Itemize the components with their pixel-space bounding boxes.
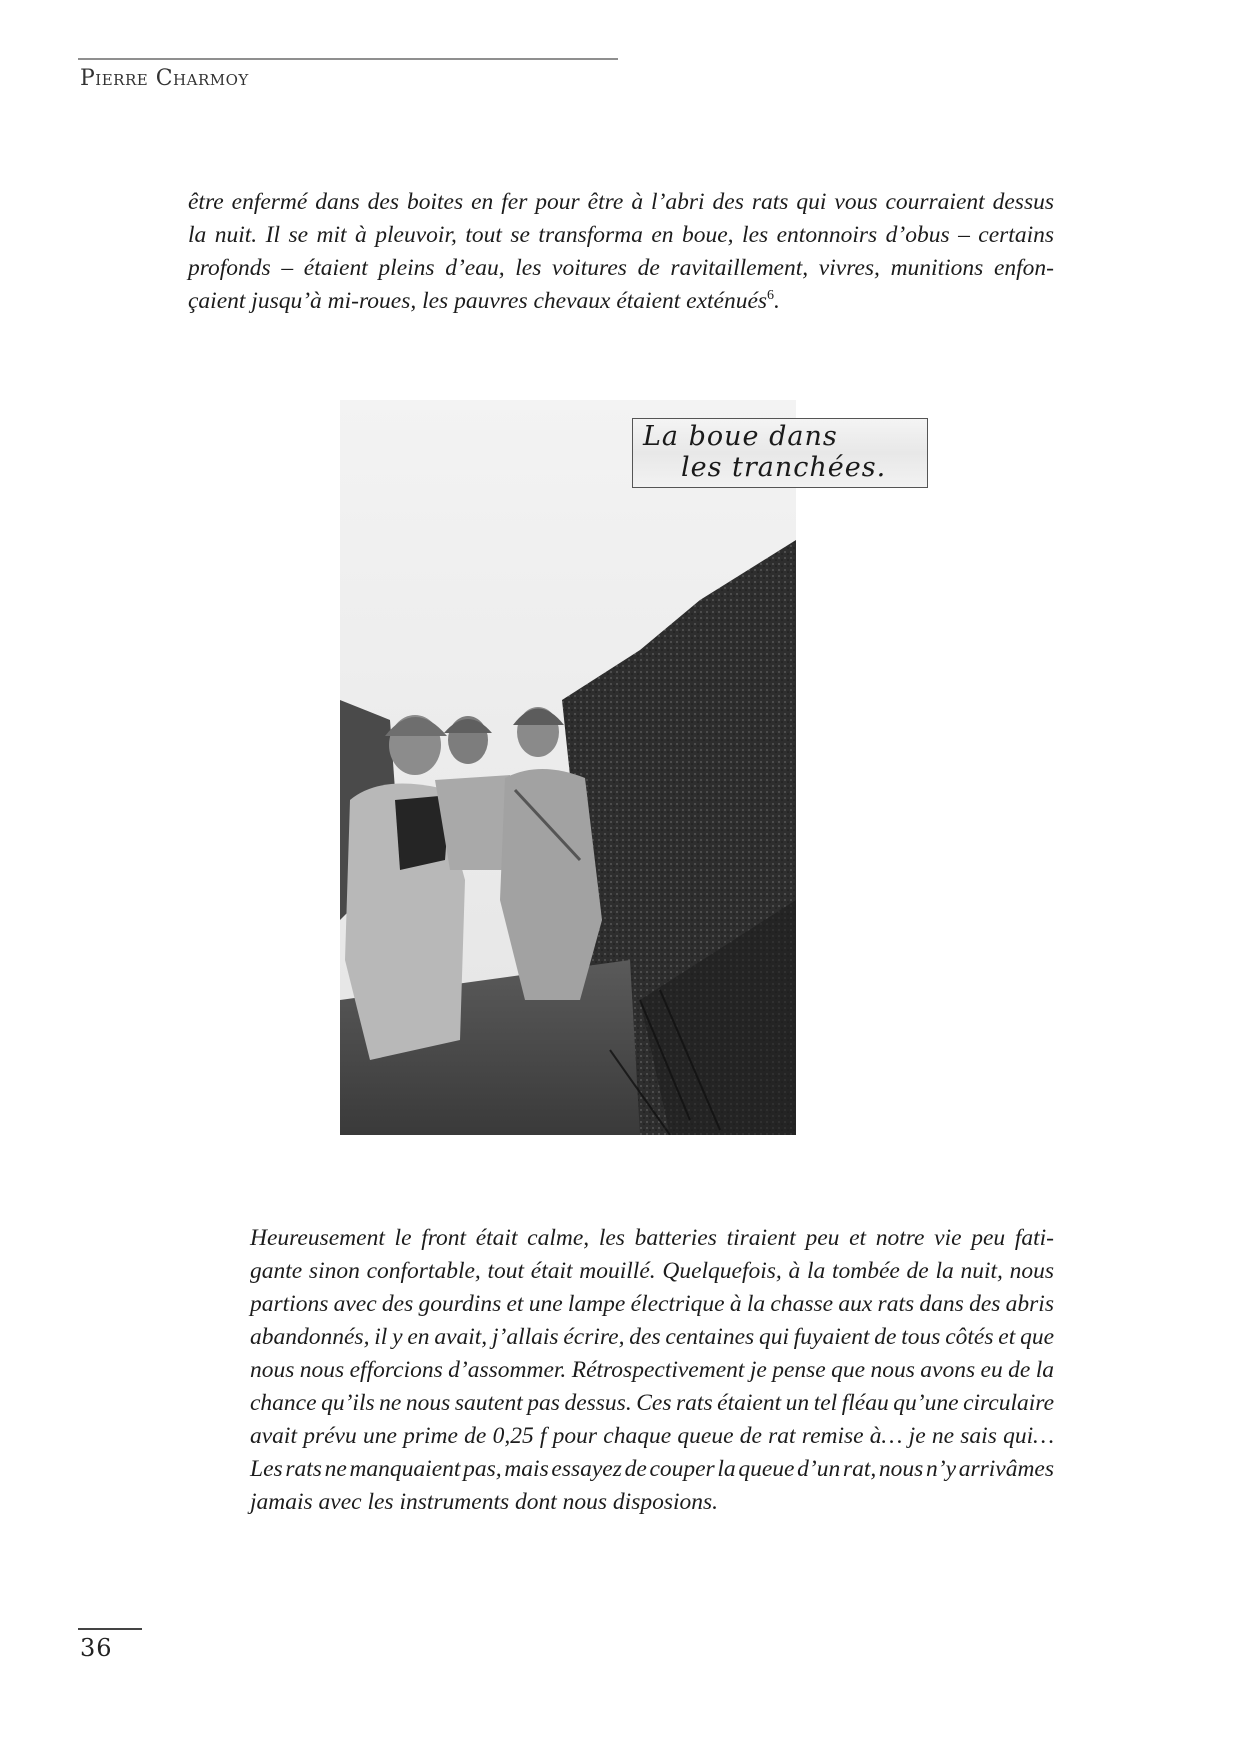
paragraph-2-line: jamais avec les instruments dont nous disposions. (250, 1489, 719, 1515)
paragraph-1-line: çaient jusqu’à mi-roues, les pauvres chevaux étaient exténués (188, 288, 768, 314)
paragraph-2-line: partions avec des gourdins et une lampe électrique à la chasse aux rats dans des abris (250, 1291, 1054, 1317)
paragraph-2-line: chance qu’ils ne nous sautent pas dessus. Ces rats étaient un tel fléau qu’une circulaire (250, 1390, 1054, 1416)
paragraph-1-last-line (188, 285, 1054, 318)
paragraph-2-line: Les rats ne manquaient pas, mais essayez de couper la queue d’un rat, nous n’y arrivâmes (250, 1456, 1054, 1482)
paragraph-2-line: Heureusement le front était calme, les batteries tiraient peu et notre vie peu fati- (250, 1225, 1054, 1251)
paragraph-2-line: abandonnés, il y en avait, j’allais écrire, des centaines qui fuyaient de tous côtés et que (250, 1324, 1054, 1350)
photograph-image (340, 400, 796, 1135)
paragraph-1-line: la nuit. Il se mit à pleuvoir, tout se transforma en boue, les entonnoirs d’obus – certains (188, 222, 1054, 248)
caption-line-2: les tranchées. (681, 452, 887, 483)
header-rule (78, 58, 618, 60)
paragraph-2 (188, 1222, 1054, 1519)
caption-line-1: La boue dans (643, 421, 838, 452)
paragraph-1-period: . (774, 288, 780, 314)
footer-rule (78, 1628, 142, 1630)
running-head-author: Pierre Charmoy (80, 66, 249, 91)
paragraph-1-line: profonds – étaient pleins d’eau, les voitures de ravitaillement, vivres, munitions enfon- (188, 255, 1054, 281)
footnote-reference[interactable]: 6 (767, 288, 775, 303)
paragraph-1-line: être enfermé dans des boites en fer pour être à l’abri des rats qui vous courraient dessus (188, 189, 1054, 215)
page-number: 36 (80, 1634, 113, 1662)
paragraph-2-line: nous nous efforcions d’assommer. Rétrospectivement je pense que nous avons eu de la (250, 1357, 1054, 1383)
paragraph-2-line: avait prévu une prime de 0,25 f pour chaque queue de rat remise à… je ne sais qui… (250, 1423, 1054, 1449)
paragraph-2-line: gante sinon confortable, tout était mouillé. Quelquefois, à la tombée de la nuit, nous (250, 1258, 1054, 1284)
handwritten-caption (632, 418, 928, 488)
trench-photograph (340, 400, 796, 1135)
paragraph-1 (188, 186, 1054, 318)
